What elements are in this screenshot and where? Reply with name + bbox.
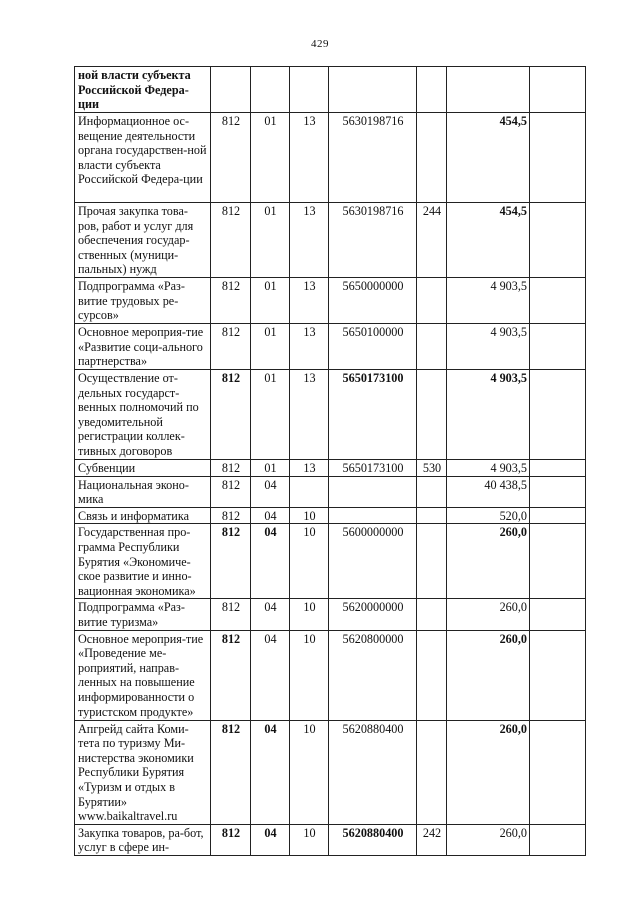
row-name: Государственная про-грамма Республики Бурятия «Экономиче-ское развитие и инно-вационная экономика»: [75, 524, 211, 599]
target-article-code: 5650000000: [329, 278, 417, 324]
expense-type-code: [417, 507, 447, 524]
admin-code: 812: [211, 524, 251, 599]
row-name: Осуществление от-дельных государст-венных полномочий по уведомительной регистрации коллек-тивных договоров: [75, 370, 211, 460]
admin-code: 812: [211, 824, 251, 855]
table-row: [75, 324, 586, 370]
section-code: 04: [251, 524, 290, 599]
target-article-code: 5620000000: [329, 599, 417, 630]
subsection-code: 10: [290, 824, 329, 855]
admin-code: 812: [211, 476, 251, 507]
subsection-code: 10: [290, 524, 329, 599]
subsection-code: 13: [290, 460, 329, 477]
expense-type-code: 244: [417, 203, 447, 278]
subsection-code: 10: [290, 720, 329, 824]
amount: 454,5: [447, 113, 530, 203]
expense-type-code: [417, 524, 447, 599]
admin-code: 812: [211, 720, 251, 824]
extra-cell: [530, 824, 586, 855]
table-row: [75, 524, 586, 599]
row-name: ной власти субъекта Российской Федера-ции: [75, 67, 211, 113]
subsection-code: 13: [290, 370, 329, 460]
section-code: 04: [251, 630, 290, 720]
section-code: 01: [251, 113, 290, 203]
target-article-code: 5650173100: [329, 370, 417, 460]
expense-type-code: [417, 720, 447, 824]
extra-cell: [530, 324, 586, 370]
admin-code: 812: [211, 203, 251, 278]
extra-cell: [530, 720, 586, 824]
row-name: Закупка товаров, ра-бот, услуг в сфере ин-: [75, 824, 211, 855]
subsection-code: [290, 67, 329, 113]
table-row: [75, 630, 586, 720]
target-article-code: [329, 67, 417, 113]
row-name: Национальная эконо-мика: [75, 476, 211, 507]
subsection-code: 10: [290, 507, 329, 524]
section-code: 04: [251, 476, 290, 507]
amount: 4 903,5: [447, 324, 530, 370]
subsection-code: 13: [290, 278, 329, 324]
row-name: Связь и информатика: [75, 507, 211, 524]
extra-cell: [530, 370, 586, 460]
section-code: 01: [251, 370, 290, 460]
section-code: 04: [251, 507, 290, 524]
extra-cell: [530, 630, 586, 720]
amount: 4 903,5: [447, 370, 530, 460]
extra-cell: [530, 203, 586, 278]
target-article-code: [329, 476, 417, 507]
section-code: 04: [251, 720, 290, 824]
expense-type-code: [417, 113, 447, 203]
target-article-code: 5630198716: [329, 203, 417, 278]
expense-type-code: 530: [417, 460, 447, 477]
subsection-code: [290, 476, 329, 507]
row-name: Основное мероприя-тие «Проведение ме-роприятий, направ-ленных на повышение информированности о туристском продукте»: [75, 630, 211, 720]
expense-type-code: [417, 599, 447, 630]
expense-type-code: [417, 67, 447, 113]
extra-cell: [530, 278, 586, 324]
target-article-code: 5630198716: [329, 113, 417, 203]
amount: 454,5: [447, 203, 530, 278]
target-article-code: 5650100000: [329, 324, 417, 370]
row-name: Основное мероприя-тие «Развитие соци-ального партнерства»: [75, 324, 211, 370]
row-name: Подпрограмма «Раз-витие трудовых ре-сурсов»: [75, 278, 211, 324]
table-row: [75, 67, 586, 113]
row-name: Подпрограмма «Раз-витие туризма»: [75, 599, 211, 630]
table-row: [75, 507, 586, 524]
admin-code: 812: [211, 113, 251, 203]
table-row: [75, 460, 586, 477]
subsection-code: 10: [290, 630, 329, 720]
admin-code: 812: [211, 370, 251, 460]
target-article-code: 5620880400: [329, 720, 417, 824]
section-code: 01: [251, 324, 290, 370]
amount: 40 438,5: [447, 476, 530, 507]
subsection-code: 13: [290, 203, 329, 278]
row-name: Информационное ос-вещение деятельности органа государствен-ной власти субъекта Российской Федера-ции: [75, 113, 211, 203]
amount: 260,0: [447, 720, 530, 824]
subsection-code: 10: [290, 599, 329, 630]
section-code: 04: [251, 824, 290, 855]
extra-cell: [530, 67, 586, 113]
amount: 260,0: [447, 630, 530, 720]
row-name: Прочая закупка това-ров, работ и услуг для обеспечения государ-ственных (муници-пальных) нужд: [75, 203, 211, 278]
expense-type-code: [417, 476, 447, 507]
row-name: Субвенции: [75, 460, 211, 477]
extra-cell: [530, 460, 586, 477]
amount: 260,0: [447, 599, 530, 630]
section-code: 01: [251, 203, 290, 278]
table-row: [75, 824, 586, 855]
section-code: 01: [251, 460, 290, 477]
page-number: 429: [311, 38, 329, 50]
amount: 4 903,5: [447, 278, 530, 324]
admin-code: 812: [211, 324, 251, 370]
target-article-code: 5600000000: [329, 524, 417, 599]
target-article-code: 5620880400: [329, 824, 417, 855]
section-code: 01: [251, 278, 290, 324]
expense-type-code: [417, 324, 447, 370]
admin-code: 812: [211, 630, 251, 720]
budget-table: [74, 66, 586, 856]
admin-code: [211, 67, 251, 113]
admin-code: 812: [211, 278, 251, 324]
table-row: [75, 476, 586, 507]
table-row: [75, 278, 586, 324]
extra-cell: [530, 476, 586, 507]
table-row: [75, 370, 586, 460]
table-row: [75, 113, 586, 203]
subsection-code: 13: [290, 324, 329, 370]
subsection-code: 13: [290, 113, 329, 203]
extra-cell: [530, 507, 586, 524]
extra-cell: [530, 599, 586, 630]
admin-code: 812: [211, 599, 251, 630]
table-row: [75, 599, 586, 630]
admin-code: 812: [211, 507, 251, 524]
table-row: [75, 720, 586, 824]
target-article-code: 5620800000: [329, 630, 417, 720]
extra-cell: [530, 113, 586, 203]
target-article-code: [329, 507, 417, 524]
extra-cell: [530, 524, 586, 599]
admin-code: 812: [211, 460, 251, 477]
amount: 520,0: [447, 507, 530, 524]
expense-type-code: 242: [417, 824, 447, 855]
section-code: 04: [251, 599, 290, 630]
amount: 260,0: [447, 824, 530, 855]
target-article-code: 5650173100: [329, 460, 417, 477]
section-code: [251, 67, 290, 113]
table-row: [75, 203, 586, 278]
expense-type-code: [417, 370, 447, 460]
expense-type-code: [417, 630, 447, 720]
amount: 4 903,5: [447, 460, 530, 477]
row-name: Апгрейд сайта Коми-тета по туризму Ми-нистерства экономики Республики Бурятия «Туризм и отдых в Бурятии» www.baikaltravel.ru: [75, 720, 211, 824]
expense-type-code: [417, 278, 447, 324]
amount: 260,0: [447, 524, 530, 599]
amount: [447, 67, 530, 113]
